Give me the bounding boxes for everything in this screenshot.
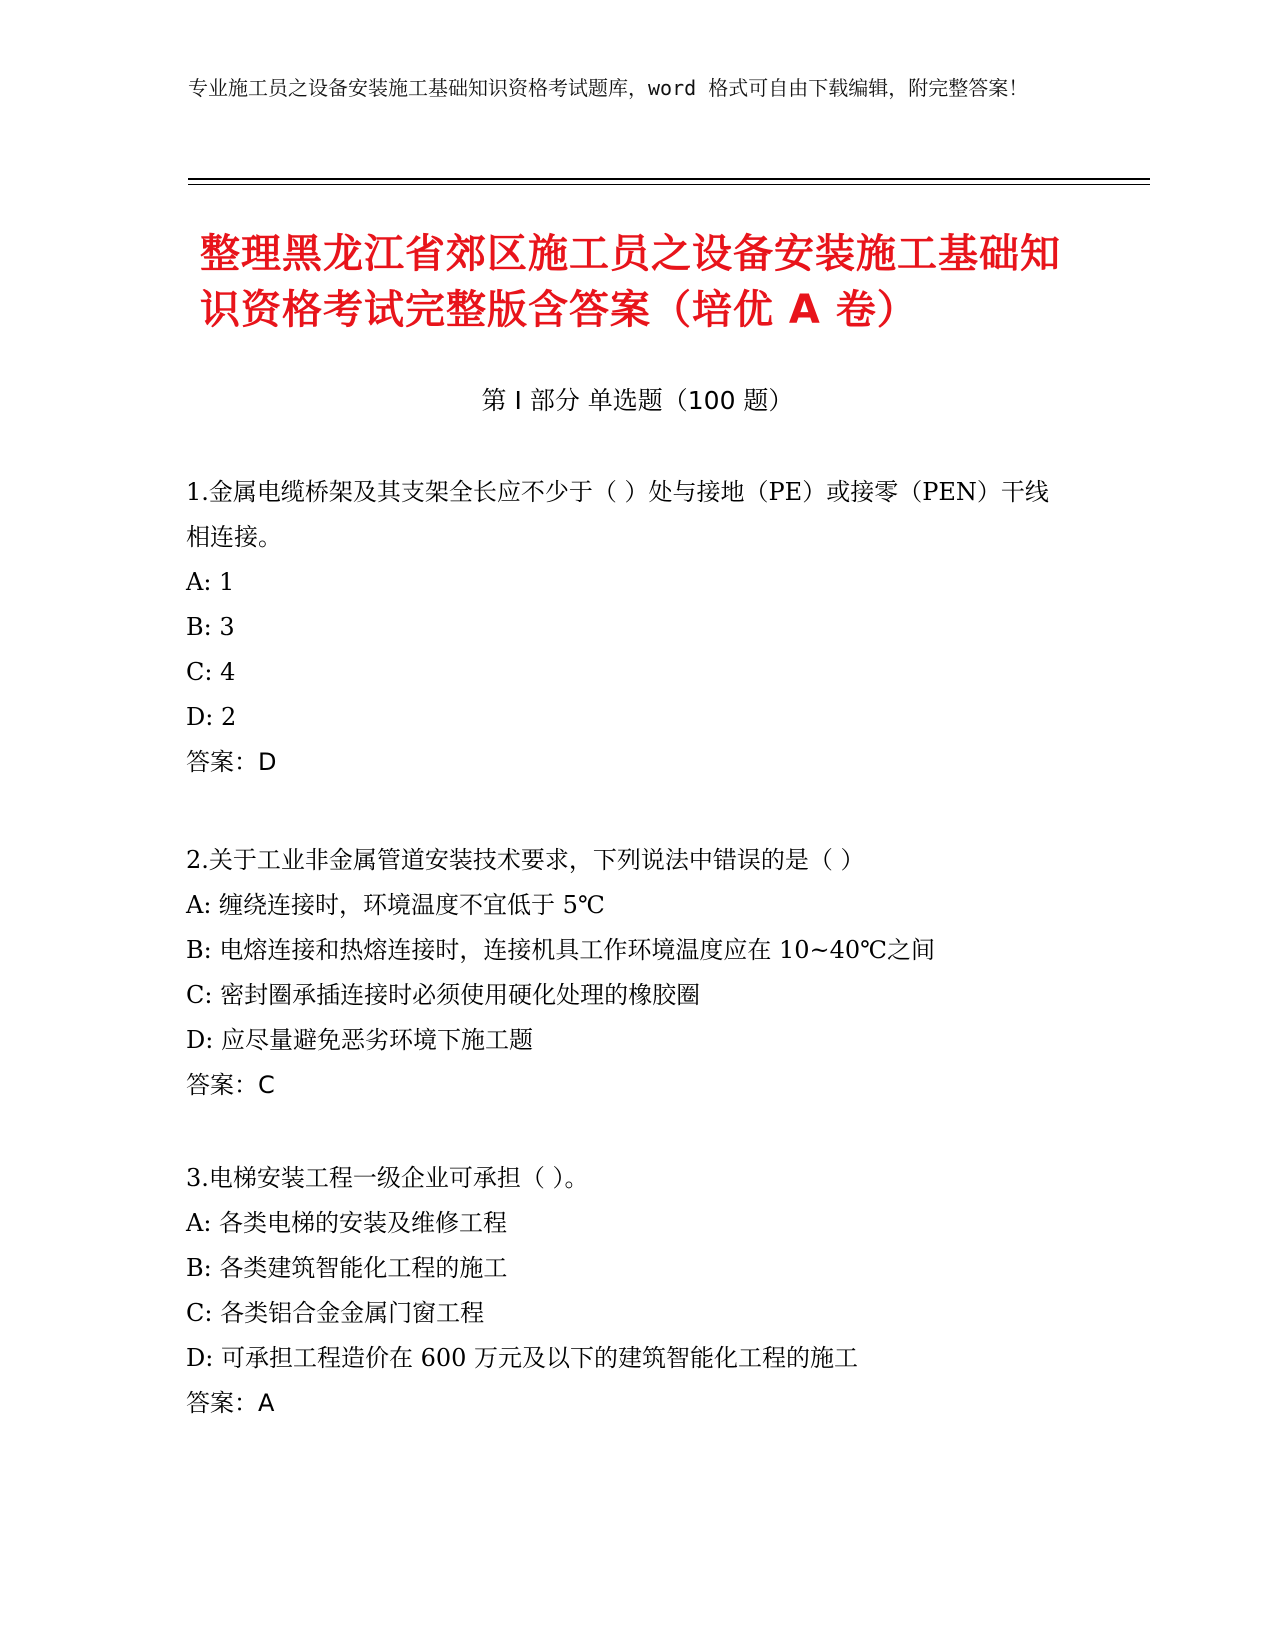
- answer-line: 答案：D: [186, 748, 277, 776]
- header-divider-thick: [188, 178, 1150, 180]
- option-b: B: 电熔连接和热熔连接时，连接机具工作环境温度应在 10~40℃之间: [186, 936, 936, 964]
- option-c: C: 4: [186, 658, 236, 686]
- option-a: A: 缠绕连接时，环境温度不宜低于 5℃: [186, 891, 605, 919]
- option-a: A: 1: [186, 568, 235, 596]
- question-3: [186, 1156, 1066, 1426]
- answer-line: 答案：C: [186, 1071, 275, 1099]
- option-a: A: 各类电梯的安装及维修工程: [186, 1209, 508, 1237]
- option-d: D: 2: [186, 703, 237, 731]
- option-b: B: 3: [186, 613, 235, 641]
- header-description: 专业施工员之设备安装施工基础知识资格考试题库，word 格式可自由下载编辑，附完整答案！: [188, 76, 1029, 100]
- question-1: [186, 470, 1066, 785]
- header-divider-thin: [188, 184, 1150, 185]
- option-d: D: 可承担工程造价在 600 万元及以下的建筑智能化工程的施工: [186, 1344, 859, 1372]
- option-c: C: 各类铝合金金属门窗工程: [186, 1299, 485, 1327]
- option-c: C: 密封圈承插连接时必须使用硬化处理的橡胶圈: [186, 981, 701, 1009]
- question-2: [186, 838, 1066, 1108]
- question-stem: 1.金属电缆桥架及其支架全长应不少于（ ）处与接地（PE）或接零（PEN）干线相连接。: [186, 478, 1049, 551]
- document-title: 整理黑龙江省郊区施工员之设备安装施工基础知识资格考试完整版含答案（培优 A 卷）: [200, 231, 1061, 333]
- question-stem: 2.关于工业非金属管道安装技术要求，下列说法中错误的是（ ）: [186, 846, 865, 874]
- question-stem: 3.电梯安装工程一级企业可承担（ ）。: [186, 1164, 589, 1192]
- answer-line: 答案：A: [186, 1389, 275, 1417]
- section-title: 第 I 部分 单选题（100 题）: [481, 386, 794, 415]
- option-b: B: 各类建筑智能化工程的施工: [186, 1254, 508, 1282]
- option-d: D: 应尽量避免恶劣环境下施工题: [186, 1026, 533, 1054]
